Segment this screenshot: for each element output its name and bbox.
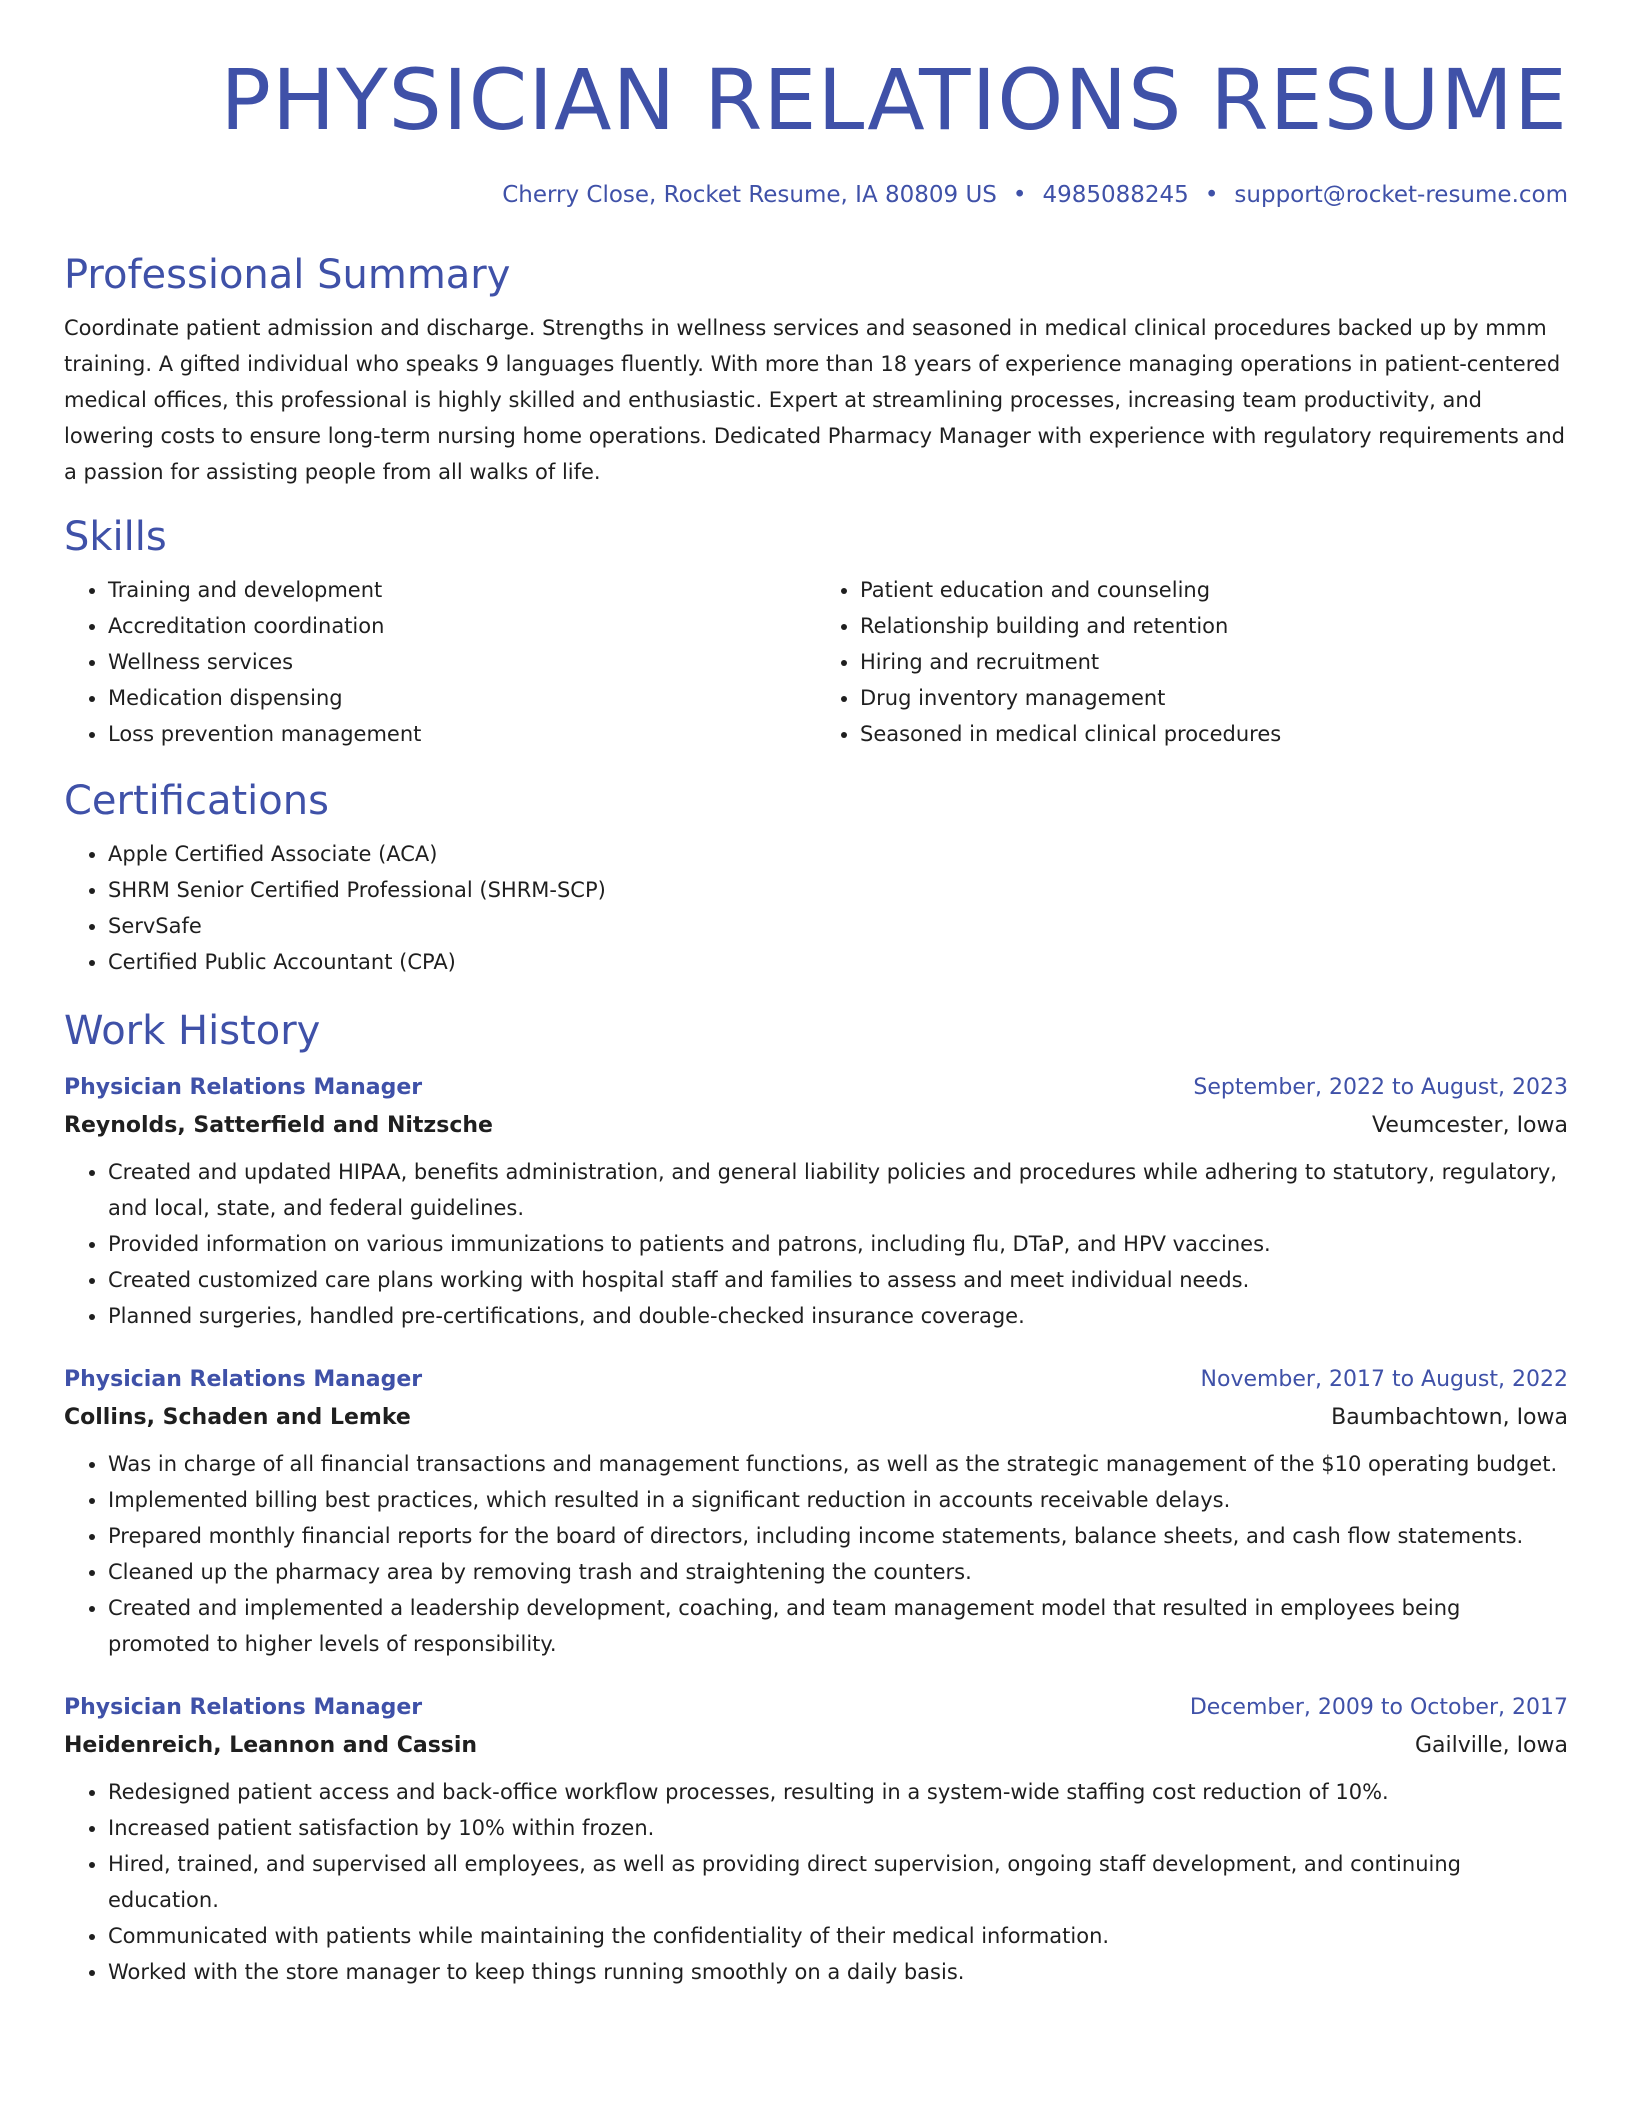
skills-list-left bbox=[64, 572, 816, 752]
job-company-row bbox=[64, 1398, 1568, 1438]
job-company: Collins, Schaden and Lemke bbox=[64, 1405, 411, 1430]
job-bullet: • Prepared monthly financial reports for the board of directors, including income statements, balance sheets, and cash flow statements. bbox=[108, 1518, 1568, 1554]
contact-line bbox=[64, 180, 1568, 210]
job-dates: September, 2022 to August, 2023 bbox=[1193, 1075, 1568, 1100]
summary-text: Coordinate patient admission and discharge. Strengths in wellness services and seasoned in medical clinical procedures backed up by mmm training. A gifted individual who speaks 9 languages fluently. With more than 18 years of experience managing operations in patient-centered medical offices, this professional is highly skilled and enthusiastic. Expert at streamlining processes, increasing team productivity, and lowering costs to ensure long-term nursing home operations. Dedicated Pharmacy Manager with experience with regulatory requirements and a passion for assisting people from all walks of life. bbox=[64, 316, 1565, 484]
skill-item: • Medication dispensing bbox=[108, 680, 816, 716]
job-bullet: • Communicated with patients while maintaining the confidentiality of their medical information. bbox=[108, 1918, 1568, 1954]
skill-item: • Patient education and counseling bbox=[860, 572, 1568, 608]
certifications-list bbox=[64, 836, 1568, 980]
job-company-row bbox=[64, 1726, 1568, 1766]
job-role: Physician Relations Manager bbox=[64, 1695, 423, 1720]
work-history-heading: Work History bbox=[64, 1008, 321, 1054]
skill-item: • Wellness services bbox=[108, 644, 816, 680]
skill-item: • Relationship building and retention bbox=[860, 608, 1568, 644]
job-company: Heidenreich, Leannon and Cassin bbox=[64, 1733, 478, 1758]
certification-item: • SHRM Senior Certified Professional (SHRM-SCP) bbox=[108, 872, 1568, 908]
contact-address: Cherry Close, Rocket Resume, IA 80809 US bbox=[502, 182, 997, 208]
job-entry bbox=[64, 1070, 1568, 1334]
job-role: Physician Relations Manager bbox=[64, 1367, 423, 1392]
skill-item: • Hiring and recruitment bbox=[860, 644, 1568, 680]
skill-item: • Drug inventory management bbox=[860, 680, 1568, 716]
job-entry bbox=[64, 1690, 1568, 1990]
job-bullet: • Increased patient satisfaction by 10% within frozen. bbox=[108, 1810, 1568, 1846]
certification-item: • ServSafe bbox=[108, 908, 1568, 944]
job-role: Physician Relations Manager bbox=[64, 1075, 423, 1100]
job-company-row bbox=[64, 1106, 1568, 1146]
job-company: Reynolds, Satterfield and Nitzsche bbox=[64, 1113, 493, 1138]
job-bullet: • Provided information on various immunizations to patients and patrons, including flu, DTaP, and HPV vaccines. bbox=[108, 1226, 1568, 1262]
job-bullet: • Was in charge of all financial transactions and management functions, as well as the strategic management of the $10 operating budget. bbox=[108, 1446, 1568, 1482]
skills-list-right bbox=[816, 572, 1568, 752]
job-bullet: • Created customized care plans working with hospital staff and families to assess and meet individual needs. bbox=[108, 1262, 1568, 1298]
contact-separator: • bbox=[1012, 182, 1027, 208]
skills-heading: Skills bbox=[64, 514, 167, 560]
job-bullet: • Created and implemented a leadership development, coaching, and team management model that resulted in employees being promoted to higher levels of responsibility. bbox=[108, 1590, 1568, 1662]
certifications-heading: Certifications bbox=[64, 778, 329, 824]
job-bullets bbox=[64, 1154, 1568, 1334]
skill-item: • Loss prevention management bbox=[108, 716, 816, 752]
contact-phone: 4985088245 bbox=[1042, 182, 1189, 208]
job-bullet: • Cleaned up the pharmacy area by removing trash and straightening the counters. bbox=[108, 1554, 1568, 1590]
job-bullet: • Planned surgeries, handled pre-certifications, and double-checked insurance coverage. bbox=[108, 1298, 1568, 1334]
job-header-row bbox=[64, 1362, 1568, 1398]
job-bullets bbox=[64, 1774, 1568, 1990]
job-bullet: • Redesigned patient access and back-office workflow processes, resulting in a system-wide staffing cost reduction of 10%. bbox=[108, 1774, 1568, 1810]
contact-separator: • bbox=[1204, 182, 1219, 208]
job-header-row bbox=[64, 1070, 1568, 1106]
job-dates: November, 2017 to August, 2022 bbox=[1200, 1367, 1568, 1392]
contact-email: support@rocket-resume.com bbox=[1234, 182, 1568, 208]
job-bullet: • Worked with the store manager to keep things running smoothly on a daily basis. bbox=[108, 1954, 1568, 1990]
skill-item: • Seasoned in medical clinical procedures bbox=[860, 716, 1568, 752]
job-bullet: • Hired, trained, and supervised all employees, as well as providing direct supervision, ongoing staff development, and continuing education. bbox=[108, 1846, 1568, 1918]
job-bullets bbox=[64, 1446, 1568, 1662]
summary-heading: Professional Summary bbox=[64, 252, 511, 298]
skill-item: • Training and development bbox=[108, 572, 816, 608]
certification-item: • Apple Certified Associate (ACA) bbox=[108, 836, 1568, 872]
job-bullet: • Implemented billing best practices, which resulted in a significant reduction in accounts receivable delays. bbox=[108, 1482, 1568, 1518]
skills-grid bbox=[64, 572, 1568, 752]
certification-item: • Certified Public Accountant (CPA) bbox=[108, 944, 1568, 980]
job-dates: December, 2009 to October, 2017 bbox=[1189, 1695, 1568, 1720]
job-header-row bbox=[64, 1690, 1568, 1726]
job-location: Veumcester, Iowa bbox=[1372, 1113, 1568, 1138]
job-location: Gailville, Iowa bbox=[1414, 1733, 1568, 1758]
job-entry bbox=[64, 1362, 1568, 1662]
job-bullet: • Created and updated HIPAA, benefits administration, and general liability policies and procedures while adhering to statutory, regulatory, and local, state, and federal guidelines. bbox=[108, 1154, 1568, 1226]
job-location: Baumbachtown, Iowa bbox=[1331, 1405, 1568, 1430]
resume-title: PHYSICIAN RELATIONS RESUME bbox=[220, 51, 1568, 149]
skill-item: • Accreditation coordination bbox=[108, 608, 816, 644]
